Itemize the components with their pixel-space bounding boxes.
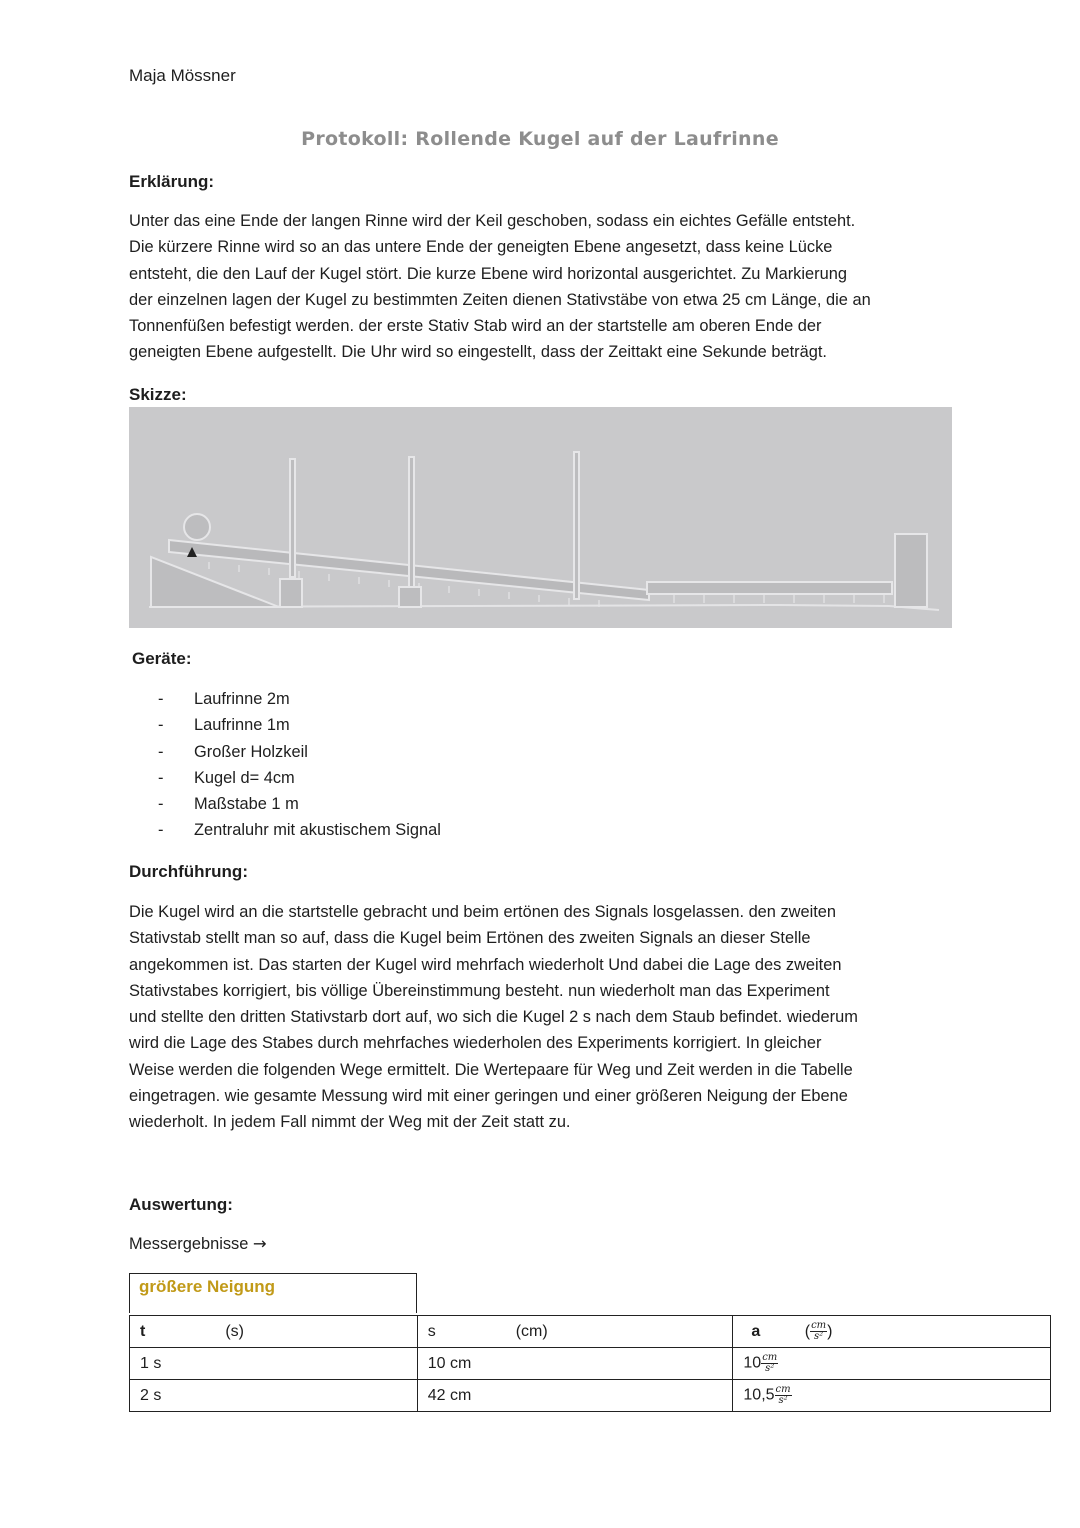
fraction-numerator: cm (762, 1352, 778, 1363)
auswertung-heading: Auswertung: (129, 1195, 233, 1214)
header-t: t (140, 1322, 146, 1340)
durchfuehrung-line: Weise werden die folgenden Wege ermittelt. Die Wertepaare für Weg und Zeit werden in die Tabelle (129, 1060, 853, 1079)
a-value: 10 (743, 1354, 762, 1372)
cell-t: 2 s (130, 1380, 418, 1412)
stand-rod-2 (409, 457, 414, 587)
list-dash: - (158, 768, 164, 787)
fraction-denominator: s² (778, 1395, 788, 1406)
author-name: Maja Mössner (129, 66, 236, 85)
list-item-text: Laufrinne 1m (194, 716, 290, 735)
list-item (150, 791, 441, 817)
cell-s: 42 cm (417, 1380, 733, 1412)
list-item-text: Zentraluhr mit akustischem Signal (194, 821, 441, 840)
geraete-list (150, 686, 441, 844)
list-dash: - (158, 742, 164, 761)
stand-foot-1 (280, 579, 302, 607)
header-cell-s (417, 1316, 733, 1348)
durchfuehrung-text (129, 899, 959, 1136)
durchfuehrung-line: wird die Lage des Stabes durch mehrfaches wiederholen des Experiments korrigiert. In gleicher (129, 1034, 822, 1053)
durchfuehrung-line: wiederholt. In jedem Fall nimmt der Weg mit der Zeit statt zu. (129, 1113, 571, 1132)
header-a-unit (804, 1320, 833, 1342)
erklaerung-line: Die kürzere Rinne wird so an das untere Ende der geneigten Ebene angesetzt, dass keine Lücke (129, 238, 833, 257)
apparatus-sketch (129, 407, 952, 628)
list-item (150, 686, 441, 712)
stand-rod-3 (574, 452, 579, 599)
durchfuehrung-line: angekommen ist. Das starten der Kugel wird mehrfach wiederholt Und dabei die Lage des zweiten (129, 955, 842, 974)
unit-fraction (810, 1321, 827, 1342)
geraete-heading: Geräte: (132, 649, 192, 668)
arrow-right-icon: → (252, 1234, 267, 1253)
durchfuehrung-line: Die Kugel wird an die startstelle gebracht und beim ertönen des Signals losgelassen. den zweiten (129, 903, 837, 921)
a-value: 10,5 (743, 1386, 775, 1404)
erklaerung-heading: Erklärung: (129, 172, 215, 191)
erklaerung-text (129, 208, 959, 366)
table-header-row (130, 1316, 1051, 1348)
durchfuehrung-heading: Durchführung: (129, 862, 248, 881)
durchfuehrung-line: Stativstab stellt man so auf, dass die Kugel beim Ertönen des zweiten Signals an dieser Stelle (129, 929, 811, 948)
list-item-text: Laufrinne 2m (194, 690, 290, 708)
fraction-numerator: cm (775, 1384, 791, 1395)
list-dash: - (158, 795, 164, 814)
cell-a (733, 1348, 1051, 1380)
erklaerung-line: geneigten Ebene aufgestellt. Die Uhr wird so eingestellt, dass der Zeittakt eine Sekunde beträgt. (129, 343, 827, 362)
erklaerung-line: Tonnenfüßen befestigt werden. der erste Stativ Stab wird an der startstelle am oberen Ende der (129, 317, 822, 336)
list-item-text: Kugel d= 4cm (194, 768, 295, 787)
end-stop (895, 534, 927, 607)
fraction-denominator: s² (814, 1331, 824, 1342)
document-title: Protokoll: Rollende Kugel auf der Laufrinne (301, 128, 779, 150)
header-s: s (427, 1322, 436, 1340)
list-item (150, 817, 441, 843)
durchfuehrung-line: Stativstabes korrigiert, bis völlige Übereinstimmung besteht. nun wiederholt man das Experiment (129, 981, 830, 1000)
horizontal-rail (647, 582, 892, 594)
unit-fraction (775, 1385, 792, 1406)
table-row (130, 1380, 1051, 1412)
stand-rod-1 (290, 459, 295, 577)
erklaerung-line: entsteht, die den Lauf der Kugel stört. Die kurze Ebene wird horizontal ausgerichtet. Zu Markierung (129, 264, 847, 283)
list-dash: - (158, 716, 164, 735)
messergebnisse-label (129, 1234, 267, 1254)
unit-fraction (761, 1353, 778, 1374)
erklaerung-line: Unter das eine Ende der langen Rinne wird der Keil geschoben, sodass ein eichtes Gefälle entsteht. (129, 212, 856, 230)
stand-foot-2 (399, 587, 421, 607)
list-item (150, 712, 441, 738)
header-s-unit: (cm) (515, 1322, 548, 1340)
table-row (130, 1348, 1051, 1380)
list-item-text: Großer Holzkeil (194, 742, 308, 761)
skizze-heading: Skizze: (129, 385, 187, 404)
fraction-numerator: cm (811, 1320, 827, 1331)
header-cell-a (733, 1316, 1051, 1348)
cell-a (733, 1380, 1051, 1412)
list-item-text: Maßstabe 1 m (194, 795, 299, 814)
cell-s: 10 cm (417, 1348, 733, 1380)
results-table (129, 1315, 1051, 1412)
list-item (150, 765, 441, 791)
list-dash: - (158, 690, 164, 708)
header-cell-t (130, 1316, 418, 1348)
durchfuehrung-line: eingetragen. wie gesamte Messung wird mit einer geringen und einer größeren Neigung der Ebene (129, 1087, 848, 1106)
erklaerung-line: der einzelnen lagen der Kugel zu bestimmten Zeiten dienen Stativstäbe von etwa 25 cm Länge, die an (129, 290, 871, 309)
list-dash: - (158, 821, 164, 840)
messergebnisse-text: Messergebnisse (129, 1235, 249, 1253)
header-a: a (751, 1322, 761, 1340)
fraction-denominator: s² (765, 1363, 775, 1374)
paren-open: ( (804, 1322, 811, 1340)
list-item (150, 739, 441, 765)
ball (184, 514, 210, 540)
table-caption: größere Neigung (139, 1277, 276, 1296)
header-t-unit: (s) (225, 1322, 244, 1340)
cell-t: 1 s (130, 1348, 418, 1380)
durchfuehrung-line: und stellte den dritten Stativstarb dort auf, wo sich die Kugel 2 s nach dem Staub befindet. wiederum (129, 1008, 858, 1027)
paren-close: ) (827, 1322, 833, 1340)
